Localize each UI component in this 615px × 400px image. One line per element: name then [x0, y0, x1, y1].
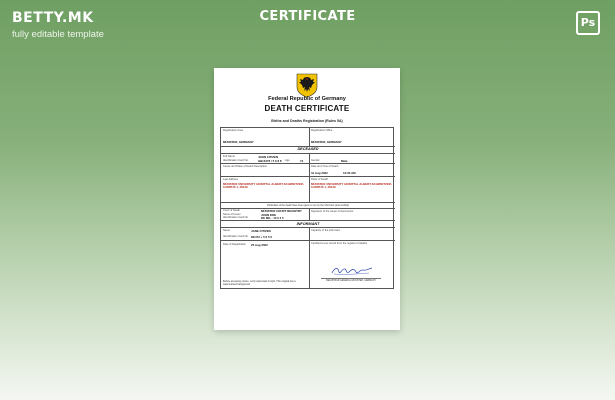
german-eagle-emblem-icon — [295, 72, 319, 98]
place-of-death-label: Place of Death — [311, 178, 329, 181]
id-card-value: HB13476 / 5 6 8 8 — [258, 158, 282, 163]
issuer-name-value: JOHN DOE — [261, 212, 277, 217]
last-address-value: MÜNSTER UNIVERSITY HOSPITAL ALBERT-SCHWEITZER-CAMPUS 1, 48149 — [223, 182, 304, 190]
photoshop-icon: Ps — [576, 11, 600, 35]
table-divider — [221, 208, 395, 209]
certificate-document — [214, 68, 400, 330]
table-divider — [309, 227, 310, 289]
watermark-note: Before accepting copies, verify watermark in light. This original has a watermarked background. — [223, 280, 296, 286]
brand-logo: BETTY.MK — [12, 10, 94, 26]
deceased-heading: DECEASED — [297, 147, 319, 151]
informant-name-label: Name — [223, 229, 230, 232]
age-value: 74 — [300, 158, 304, 163]
age-label: Age — [285, 159, 290, 162]
informant-id-label: Identification Card No. — [223, 235, 249, 238]
id-card-label: Identification Card No. — [223, 159, 249, 162]
court-of-death-label: Court of Death — [223, 209, 240, 212]
table-divider — [309, 128, 310, 146]
registrar-caption: REGISTRAR GENERAL MÜNSTER, GERMANY — [326, 280, 376, 282]
last-address-label: Last Address — [223, 178, 238, 181]
registrar-signature — [331, 266, 373, 276]
gender-value: Male — [341, 158, 348, 163]
informant-capacity-label: Capacity of the informant — [311, 229, 340, 232]
table-divider — [221, 176, 395, 177]
table-divider — [221, 240, 395, 241]
court-of-death-value: MÜNSTER COURT REGISTRY — [261, 209, 302, 213]
issuer-id-label: Identification Card No. — [223, 216, 249, 219]
registration-area-value: MÜNSTER, GERMANY — [223, 140, 254, 144]
table-divider — [221, 163, 395, 164]
certified-true-record-label: Certified a true record from the register of deaths — [311, 241, 368, 245]
brand-tagline: fully editable template — [12, 29, 104, 40]
informant-heading: INFORMANT — [296, 221, 320, 226]
informant-id-value: DE472 + 5 6 5 6 — [251, 234, 272, 239]
registration-area-label: Registration Area — [223, 129, 243, 132]
issuer-name-label: Name of Issuer — [223, 212, 241, 216]
signature-line — [321, 278, 381, 279]
date-of-death-value: 31 Aug 2022 — [311, 171, 328, 175]
table-divider — [221, 202, 395, 203]
cause-of-death-label: Cause and Place of Death Description — [223, 165, 267, 168]
registration-office-value: MÜNSTER, GERMANY — [311, 140, 342, 144]
time-of-death-value: 10:30 AM — [343, 171, 356, 175]
federal-republic-text: Federal Republic of Germany — [268, 96, 346, 102]
table-divider — [221, 153, 395, 154]
certificate-title: DEATH CERTIFICATE — [264, 104, 350, 113]
table-divider — [221, 227, 395, 228]
date-of-death-label: Date and Time of Death — [311, 165, 339, 168]
certificate-table — [220, 127, 394, 289]
place-of-death-value: MÜNSTER UNIVERSITY HOSPITAL ALBERT-SCHWEITZER-CAMPUS 1, 48149 — [311, 182, 392, 190]
registration-office-label: Registration Office — [311, 129, 333, 132]
issuer-id-value: DE 891 - 10 0 4 5 — [261, 216, 284, 220]
certificate-rules: Births and Deaths Registration (Rules 5A) — [271, 119, 343, 123]
page-title: CERTIFICATE — [259, 9, 356, 24]
table-divider — [309, 208, 310, 220]
informant-name-value: JANE CITIZEN — [251, 228, 271, 233]
table-divider — [309, 153, 310, 202]
full-name-label: Full Name — [223, 155, 235, 158]
issuer-signature-label: Signature of the issuer of documents — [311, 210, 354, 213]
registration-date-label: Date of Registration — [223, 243, 246, 246]
registration-date-value: 25 Aug 2022 — [251, 242, 268, 247]
gender-label: Gender — [311, 159, 320, 162]
full-name-value: JOHN CITIZEN — [258, 154, 279, 159]
particulars-note: Particulars of the death have been given to me by the informant (and verified) — [267, 204, 349, 207]
